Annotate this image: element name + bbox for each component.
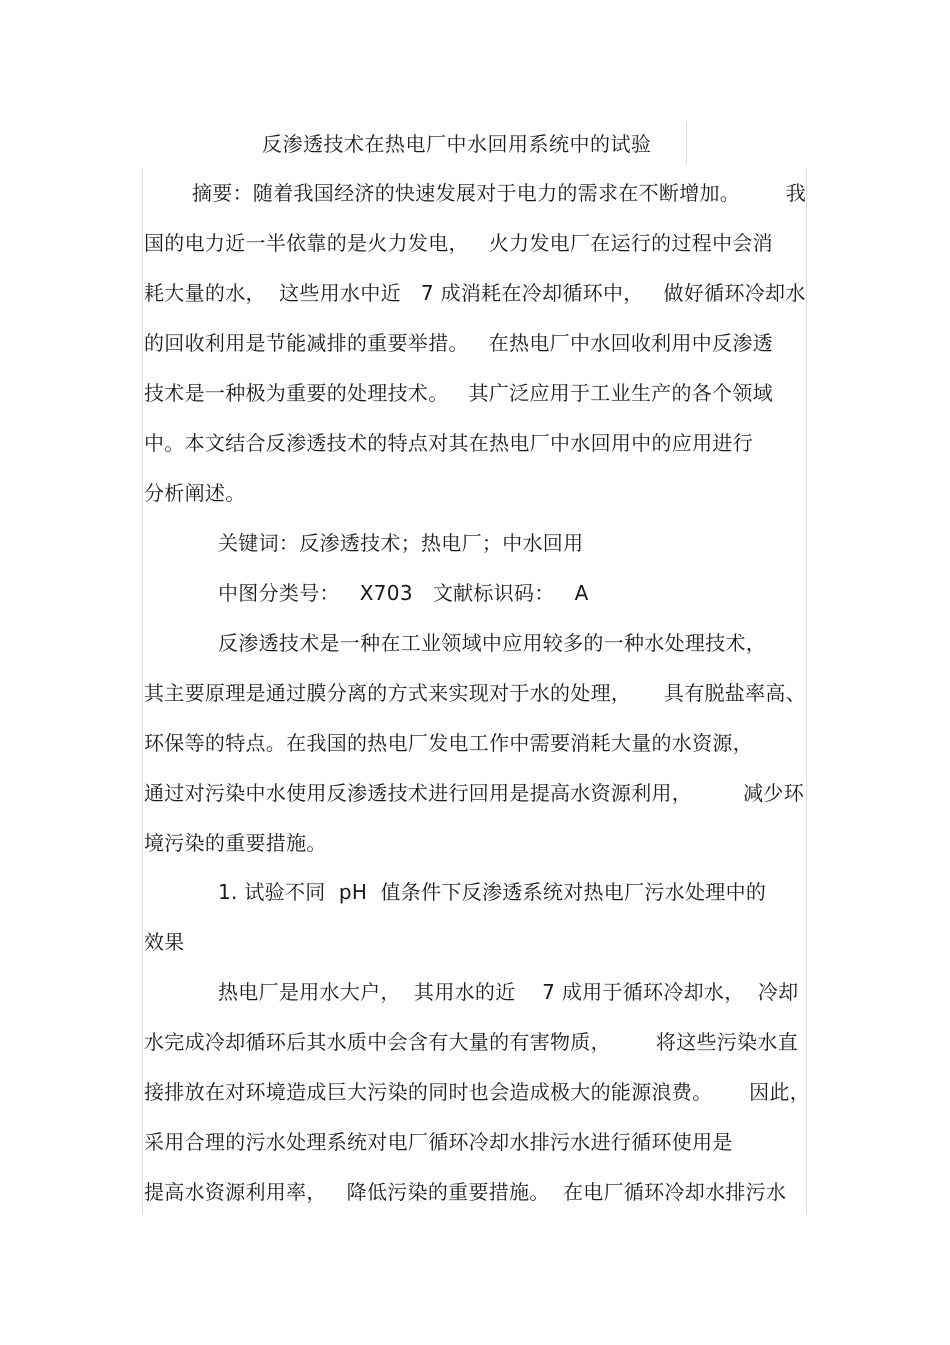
body-line-3: 环保等的特点。在我国的热电厂发电工作中需要消耗大量的水资源，: [144, 731, 753, 755]
body2-line-1: 热电厂是用水大户， 其用水的近 7 成用于循环冷却水， 冷却: [218, 980, 799, 1004]
body2-line-5: 提高水资源利用率， 降低污染的重要措施。 在电厂循环冷却水排污水: [144, 1180, 787, 1204]
body-line-5: 境污染的重要措施。: [144, 831, 327, 855]
body2-line-2-tail: 将这些污染水直: [655, 1030, 798, 1054]
abstract-line-3: 耗大量的水， 这些用水中近 7 成消耗在冷却循环中， 做好循环冷却水: [144, 281, 806, 305]
body-line-2-tail: 具有脱盐率高、: [663, 681, 806, 705]
abstract-line-2: 国的电力近一半依靠的是火力发电， 火力发电厂在运行的过程中会消: [144, 231, 773, 255]
title-divider: [686, 122, 687, 164]
body2-line-3-tail: 因此，: [749, 1080, 810, 1104]
right-margin-rule: [806, 168, 807, 1214]
abstract-line-6: 中。本文结合反渗透技术的特点对其在热电厂中水回用中的应用进行: [144, 431, 753, 455]
abstract-line-5: 技术是一种极为重要的处理技术。 其广泛应用于工业生产的各个领域: [144, 381, 773, 405]
body2-line-2: 水完成冷却循环后其水质中会含有大量的有害物质，: [144, 1030, 611, 1054]
abstract-line-7: 分析阐述。: [144, 481, 246, 505]
body-line-4-tail: 减少环: [743, 781, 804, 805]
body-line-1: 反渗透技术是一种在工业领域中应用较多的一种水处理技术，: [218, 631, 767, 655]
abstract-line-4: 的回收利用是节能减排的重要举措。 在热电厂中水回收利用中反渗透: [144, 331, 773, 355]
body-line-4: 通过对污染中水使用反渗透技术进行回用是提高水资源利用，: [144, 781, 693, 805]
document-title: 反渗透技术在热电厂中水回用系统中的试验: [262, 132, 652, 156]
section-heading-line-1: 1. 试验不同 pH 值条件下反渗透系统对热电厂污水处理中的: [218, 880, 767, 904]
body2-line-4: 采用合理的污水处理系统对电厂循环冷却水排污水进行循环使用是: [144, 1130, 733, 1154]
abstract-line-1-tail: 我: [785, 181, 806, 205]
body2-line-3: 接排放在对环境造成巨大污染的同时也会造成极大的能源浪费。: [144, 1080, 713, 1104]
keywords-line: 关键词：反渗透技术；热电厂；中水回用: [218, 531, 584, 555]
classification-line: 中图分类号： X703 文献标识码： A: [218, 581, 589, 605]
section-heading-line-2: 效果: [144, 930, 185, 954]
left-margin-rule: [142, 168, 143, 1214]
body-line-2: 其主要原理是通过膜分离的方式来实现对于水的处理，: [144, 681, 632, 705]
abstract-line-1: 摘要：随着我国经济的快速发展对于电力的需求在不断增加。: [192, 181, 741, 205]
